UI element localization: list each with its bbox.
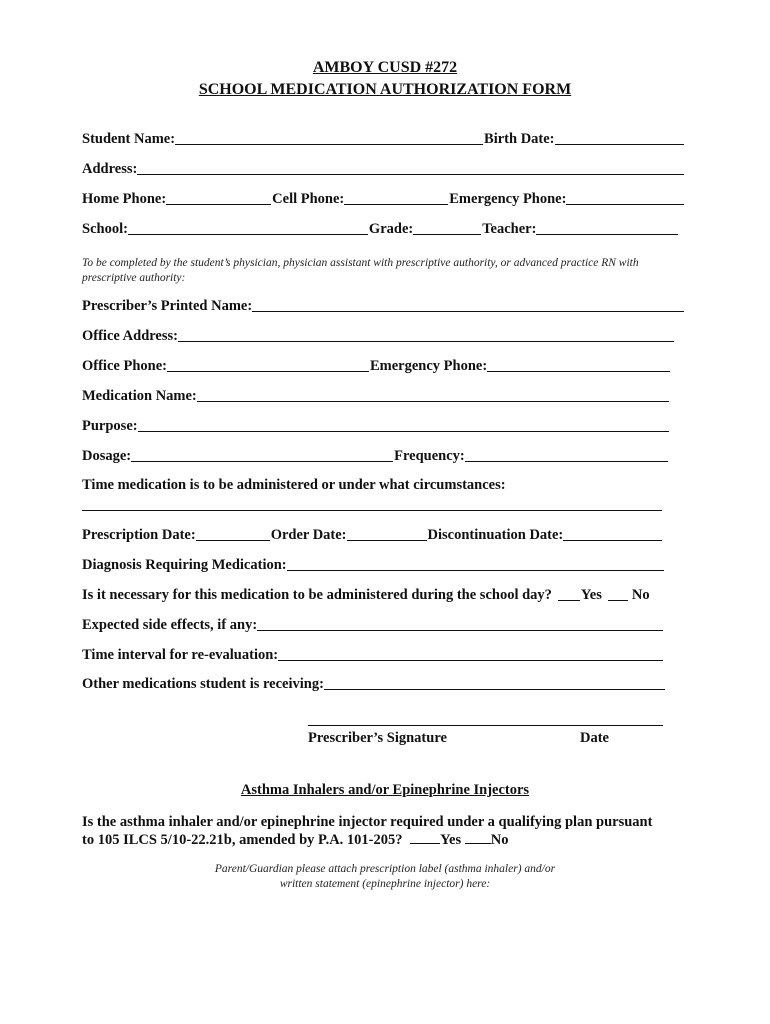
- prescriber-emergency-phone-label: Emergency Phone:: [369, 358, 488, 374]
- dosage-label: Dosage:: [82, 448, 132, 464]
- discontinuation-date-label: Discontinuation Date:: [427, 527, 564, 543]
- other-meds-label: Other medications student is receiving:: [82, 676, 324, 692]
- circumstances-row: [82, 476, 682, 494]
- office-phone-label: Office Phone:: [82, 358, 167, 374]
- order-date-field[interactable]: [347, 540, 427, 541]
- asthma-question-line1: Is the asthma inhaler and/or epinephrine injector required under a qualifying plan pursuant: [82, 814, 653, 830]
- office-address-row: [82, 327, 675, 345]
- side-effects-field[interactable]: [257, 630, 663, 631]
- student-name-label: Student Name:: [82, 131, 176, 147]
- attach-note-line2: written statement (epinephrine injector) here:: [279, 878, 491, 890]
- address-label: Address:: [82, 161, 138, 177]
- prescriber-name-field[interactable]: [252, 311, 684, 312]
- necessary-yes-field[interactable]: [558, 600, 580, 601]
- home-phone-field[interactable]: [166, 204, 271, 205]
- grade-label: Grade:: [368, 221, 414, 237]
- purpose-field[interactable]: [138, 431, 669, 432]
- necessary-yes-label: Yes: [580, 587, 602, 603]
- address-field[interactable]: [137, 174, 684, 175]
- district-title: AMBOY CUSD #272: [312, 59, 458, 76]
- office-address-field[interactable]: [178, 341, 674, 342]
- asthma-yes-field[interactable]: [410, 831, 440, 844]
- discontinuation-date-field[interactable]: [563, 540, 662, 541]
- phones-row: [82, 190, 685, 208]
- office-phone-row: [82, 357, 671, 375]
- prescription-date-label: Prescription Date:: [82, 527, 196, 543]
- birth-date-field[interactable]: [555, 144, 684, 145]
- frequency-label: Frequency:: [394, 448, 465, 464]
- cell-phone-field[interactable]: [344, 204, 448, 205]
- teacher-label: Teacher:: [482, 221, 537, 237]
- school-field[interactable]: [128, 234, 368, 235]
- grade-field[interactable]: [413, 234, 481, 235]
- dosage-field[interactable]: [131, 461, 393, 462]
- signature-line[interactable]: [308, 725, 663, 726]
- home-phone-label: Home Phone:: [82, 191, 167, 207]
- medication-name-field[interactable]: [197, 401, 669, 402]
- address-row: [82, 160, 685, 178]
- asthma-section-title: Asthma Inhalers and/or Epinephrine Injectors: [240, 782, 530, 798]
- prescription-date-field[interactable]: [196, 540, 270, 541]
- prescriber-emergency-phone-field[interactable]: [487, 371, 670, 372]
- other-meds-field[interactable]: [324, 689, 665, 690]
- asthma-yes-label: Yes: [440, 832, 462, 848]
- birth-date-label: Birth Date:: [484, 131, 555, 147]
- other-meds-row: [82, 675, 666, 693]
- asthma-question-line2: to 105 ILCS 5/10-22.21b, amended by P.A. 101-205?: [82, 832, 403, 848]
- side-effects-row: [82, 616, 664, 634]
- teacher-field[interactable]: [536, 234, 678, 235]
- purpose-label: Purpose:: [82, 418, 138, 434]
- asthma-question-line2-row: [82, 831, 692, 849]
- signature-date-label: Date: [580, 730, 609, 746]
- student-emergency-phone-label: Emergency Phone:: [449, 191, 567, 207]
- order-date-label: Order Date:: [270, 527, 347, 543]
- circumstances-label: Time medication is to be administered or under what circumstances:: [82, 477, 506, 493]
- asthma-no-label: No: [490, 832, 509, 848]
- side-effects-label: Expected side effects, if any:: [82, 617, 258, 633]
- office-address-label: Office Address:: [82, 328, 178, 344]
- dosage-row: [82, 447, 669, 465]
- reevaluation-label: Time interval for re-evaluation:: [82, 647, 279, 663]
- circumstances-field[interactable]: [82, 510, 662, 511]
- office-phone-field[interactable]: [167, 371, 369, 372]
- necessary-question: Is it necessary for this medication to be administered during the school day?: [82, 587, 552, 603]
- student-name-row: [82, 130, 685, 148]
- medication-name-label: Medication Name:: [82, 388, 197, 404]
- reevaluation-row: [82, 646, 664, 664]
- form-title: SCHOOL MEDICATION AUTHORIZATION FORM: [198, 81, 572, 98]
- prescriber-name-row: [82, 297, 685, 315]
- prescriber-instructions: To be completed by the student’s physician, physician assistant with prescriptive authority, or advanced practice RN with prescriptive authority:: [82, 257, 639, 284]
- diagnosis-field[interactable]: [287, 570, 664, 571]
- student-emergency-phone-field[interactable]: [566, 204, 684, 205]
- medication-name-row: [82, 387, 670, 405]
- diagnosis-label: Diagnosis Requiring Medication:: [82, 557, 287, 573]
- school-row: [82, 220, 679, 238]
- purpose-row: [82, 417, 670, 435]
- cell-phone-label: Cell Phone:: [272, 191, 345, 207]
- attach-note-line1: Parent/Guardian please attach prescription label (asthma inhaler) and/or: [214, 863, 556, 875]
- frequency-field[interactable]: [465, 461, 668, 462]
- necessary-no-field[interactable]: [608, 600, 628, 601]
- asthma-no-field[interactable]: [465, 831, 491, 844]
- necessary-row: [82, 586, 682, 604]
- signature-label: Prescriber’s Signature: [308, 730, 447, 746]
- necessary-no-label: No: [631, 587, 650, 603]
- school-label: School:: [82, 221, 128, 237]
- dates-row: [82, 526, 663, 544]
- reevaluation-field[interactable]: [278, 660, 663, 661]
- prescriber-name-label: Prescriber’s Printed Name:: [82, 298, 253, 314]
- diagnosis-row: [82, 556, 665, 574]
- student-name-field[interactable]: [175, 144, 483, 145]
